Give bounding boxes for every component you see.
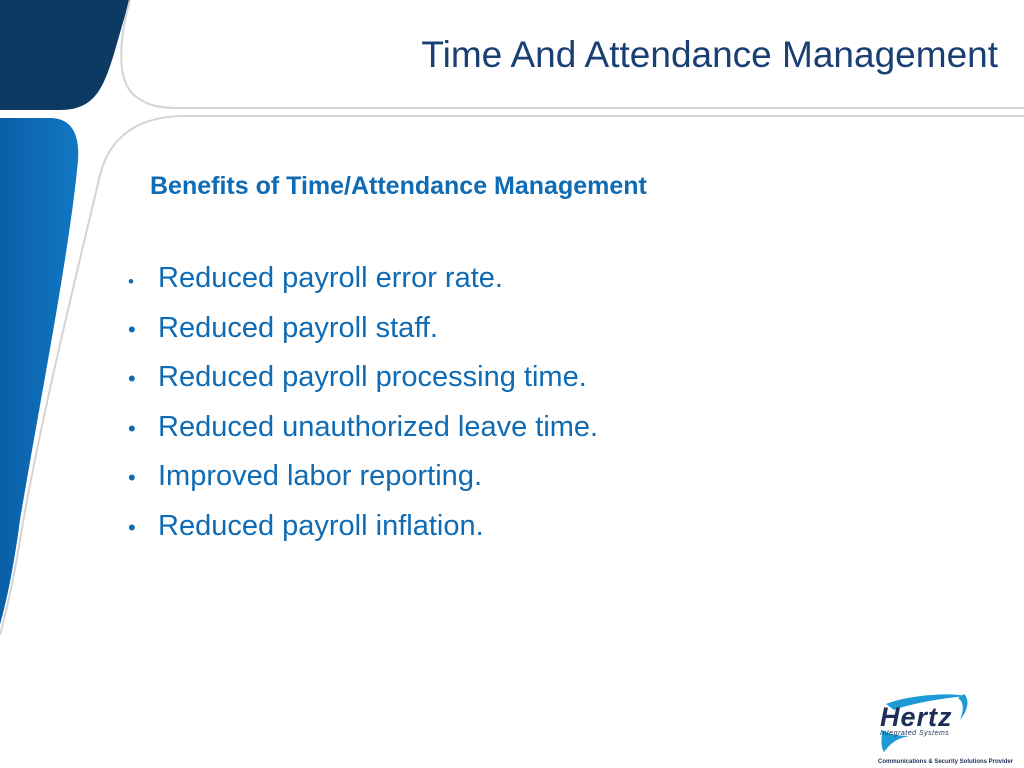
list-item-text: Reduced payroll error rate. [158,262,503,294]
list-item [124,411,598,461]
benefits-list [124,262,598,559]
list-item [124,460,598,510]
logo-brand: Hertz [880,702,953,732]
left-blue-band [0,118,78,625]
list-item-text: Reduced payroll processing time. [158,361,587,393]
bullet-marker: • [128,514,136,540]
list-item [124,262,598,312]
bullet-marker: • [128,366,136,391]
bullet-marker: • [128,272,134,291]
list-item-text: Reduced payroll inflation. [158,509,484,542]
bullet-marker: • [128,316,136,342]
header-dark-panel [0,0,130,110]
list-item [124,510,598,560]
list-item-text: Improved labor reporting. [158,460,482,492]
bullet-marker: • [128,415,136,441]
company-logo [876,690,972,754]
slide-title: Time And Attendance Management [421,34,998,75]
logo-tagline: Integrated Systems [880,730,950,737]
slide-subtitle: Benefits of Time/Attendance Management [150,172,647,200]
list-item-text: Reduced unauthorized leave time. [158,410,599,443]
bullet-marker: • [128,465,136,490]
list-item [124,361,598,411]
list-item [124,312,598,362]
logo-caption: Communications & Security Solutions Provider [878,759,1014,765]
list-item-text: Reduced payroll staff. [158,311,438,344]
